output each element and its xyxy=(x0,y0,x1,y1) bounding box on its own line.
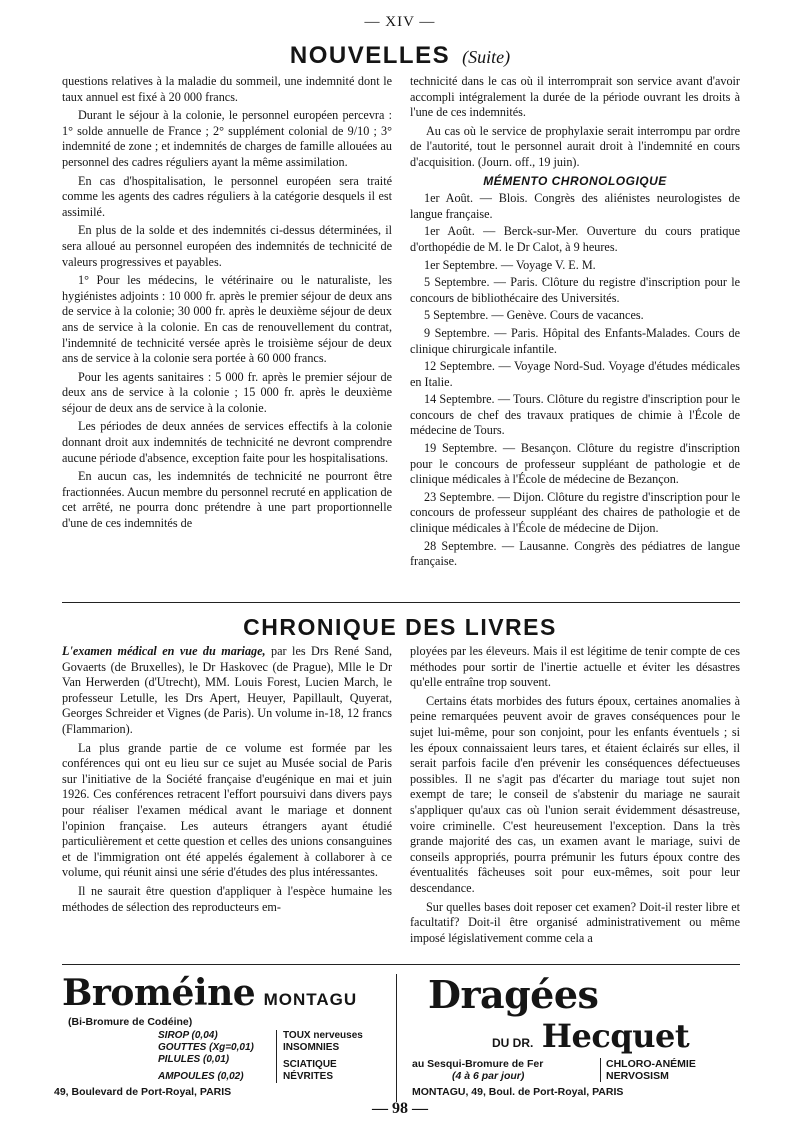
book-title: L'examen médical en vue du mariage, xyxy=(62,644,266,658)
ad-form: PILULES (0,01) xyxy=(158,1054,230,1065)
paragraph: En plus de la solde et des indemnités ci-dessus déterminées, il sera alloué au personnel européen des indemnités de technicité de valeurs progressives et payables. xyxy=(62,223,392,269)
paragraph: Au cas où le service de prophylaxie serait interrompu par ordre de l'autorité, tout le personnel aurait droit à l'indemnité en cours d'acquisition. (Journ. off., 19 juin). xyxy=(410,123,740,169)
page-roman-numeral: — XIV — xyxy=(364,14,436,30)
ad-indication: INSOMNIES xyxy=(283,1042,340,1053)
ads-divider xyxy=(62,964,740,965)
paragraph: questions relatives à la maladie du sommeil, une indemnité dont le taux annuel est fixé à 20 000 francs. xyxy=(62,74,392,104)
memento-item: 9 Septembre. — Paris. Hôpital des Enfants-Malades. Cours de clinique chirurgicale infantile. xyxy=(410,325,740,356)
ad-dragees-hecquet xyxy=(402,968,740,1108)
nouvelles-right-column xyxy=(410,74,740,572)
book-entry xyxy=(62,644,392,738)
ad-indication: NERVOSISM xyxy=(606,1070,669,1082)
ad-address: MONTAGU, 49, Boul. de Port-Royal, PARIS xyxy=(412,1086,624,1098)
section-suffix: (Suite) xyxy=(462,47,511,67)
ad-indication: NÉVRITES xyxy=(283,1071,334,1082)
memento-item: 23 Septembre. — Dijon. Clôture du registre d'inscription pour le concours de professeur suppléant des chaires de pathologie et de clinique médicales à l'École de médecine de Dijon. xyxy=(410,489,740,536)
memento-item: 12 Septembre. — Voyage Nord-Sud. Voyage d'études médicales en Italie. xyxy=(410,359,740,389)
book-authors: par les Drs René Sand, Govaerts (de Bruxelles), le Dr Haskovec (de Prague), Mlle le Dr Van Herwerden (d'Utrecht), MM. Louis Forest, Lucien March, le professeur Letulle, les Drs Apert, Heuyer, Papillault, Quyerat, Georges Schreider et Vignes (de Paris). Un volume in-18, 12 francs (Flammarion). xyxy=(62,644,393,736)
memento-item: 1er Août. — Berck-sur-Mer. Ouverture du cours pratique d'orthopédie de M. le Dr Calot, à 9 heures. xyxy=(410,224,740,254)
nouvelles-left-column xyxy=(62,74,392,535)
section-title: NOUVELLES xyxy=(289,42,451,69)
paragraph: 1° Pour les médecins, le vétérinaire ou le naturaliste, les hygiénistes adjoints : 10 000 fr. après le premier séjour de deux ans de service à la colonie; 30 000 fr. après le deuxième séjour de deux ans de service à la colonie. En cas de renouvellement du contrat, l'indemnité de technicité versée après le troisième séjour de deux ans de service à la colonie sera portée à 60 000 francs. xyxy=(62,273,392,366)
ad-indication: TOUX nerveuses xyxy=(283,1030,363,1041)
advertisements xyxy=(54,968,740,1108)
paragraph: Sur quelles bases doit reposer cet examen? Doit-il rester libre et facultatif? Doit-il être organisé administrativement ou même imposé législativement comme cela a xyxy=(410,899,740,945)
ad-indications xyxy=(276,1030,391,1083)
memento-item: 5 Septembre. — Genève. Cours de vacances. xyxy=(424,308,644,323)
ad-bromeine xyxy=(54,968,390,1108)
paragraph: Durant le séjour à la colonie, le personnel européen percevra : 1° solde annuelle de France ; 2° supplément colonial de 9/10 ; 3° indemnité de zone ; et indemnités de charges de famille allouées au personnel des cadres réguliers ayant la même assimilation. xyxy=(62,108,392,169)
ads-vertical-divider xyxy=(396,974,397,1102)
ad-form: SIROP (0,04) xyxy=(158,1030,218,1041)
ad-brand: Dragées xyxy=(428,972,599,1017)
ad-indication: CHLORO-ANÉMIE xyxy=(606,1058,696,1070)
memento-item: 5 Septembre. — Paris. Clôture du registre d'inscription pour le concours de bibliothécaire des Universités. xyxy=(410,275,740,305)
ad-brand: Broméine xyxy=(62,972,256,1014)
memento-item: 28 Septembre. — Lausanne. Congrès des pédiatres de langue française. xyxy=(410,538,740,569)
paragraph: Il ne saurait être question d'appliquer à l'espèce humaine les méthodes de sélection des reproducteurs em- xyxy=(62,883,392,914)
paragraph: La plus grande partie de ce volume est formée par les conférences qui ont eu lieu sur ce sujet au Musée social de Paris sur l'initiative de la Société française d'eugénique en mai et juin 1926. Ces conférences retracent l'effort poursuivi dans divers pays pour réaliser l'examen médical avant le mariage et donnent l'opinion française. Les auteurs étrangers ayant étudié particulièrement et cette question et celles des unions consanguines et de l'immigration ont été appelés également à collaborer à ce volume, qui réunit ainsi une série d'études des plus intéressantes. xyxy=(62,740,392,880)
section-heading xyxy=(0,42,800,70)
paragraph: ployées par les éleveurs. Mais il est légitime de tenir compte de ces méthodes pour sortir de l'inertie actuelle et éviter les désastres qu'elle entraîne trop souvent. xyxy=(410,644,740,690)
page-number: — 98 — xyxy=(372,1100,428,1117)
ad-form: GOUTTES (Xg=0,01) xyxy=(158,1042,254,1053)
ad-forms xyxy=(158,1030,268,1083)
ad-subtitle: (Bi-Bromure de Codéine) xyxy=(68,1016,193,1028)
memento-item: 19 Septembre. — Besançon. Clôture du registre d'inscription pour le concours de professeur suppléant de pathologie et de clinique médicales à l'École de médecine de Bezançon. xyxy=(410,441,740,487)
paragraph: En aucun cas, les indemnités de technicité ne pourront être fractionnées. Aucun membre du personnel recruté en application de cet arrêté, ne pourra donc prétendre à une part proportionnelle d'une de ces indemnités de xyxy=(62,469,392,531)
ad-formula-block xyxy=(412,1058,543,1082)
paragraph: Certains états morbides des futurs époux, certaines anomalies à peine remarquées peuvent avoir de graves conséquences pour le sujet lui-même, pour son conjoint, pour les enfants éventuels ; si les époux connaissaient leurs tares, et étaient éclairés sur elles, il serait parfois facile d'en prévenir les conséquences défectueuses possibles. Il ne s'agit pas d'écarter du mariage tout sujet non exempt de tare; le conseil de s'abstenir du mariage ne saurait s'appliquer qu'aux cas où l'union serait évidemment désastreuse, voire criminelle. C'est heureusement l'exception. Dans la très grande majorité des cas, un examen avant le mariage, suivi de conseils appropriés, pourra prémunir les futurs époux contre des éventualités fâcheuses soit pour eux-mêmes, soit pour leur descendance. xyxy=(410,693,740,895)
chronique-left-column xyxy=(62,644,392,918)
ad-indication: SCIATIQUE xyxy=(283,1059,337,1070)
ad-maker: MONTAGU xyxy=(263,990,358,1009)
ad-formula: au Sesqui-Bromure de Fer xyxy=(412,1058,544,1070)
memento-item: 1er Septembre. — Voyage V. E. M. xyxy=(424,257,596,272)
ad-form: AMPOULES (0,02) xyxy=(158,1071,244,1082)
paragraph: En cas d'hospitalisation, le personnel européen sera traité comme les agents des cadres réguliers à la catégorie desquels il est assimilé. xyxy=(62,173,392,219)
memento-item: 1er Août. — Blois. Congrès des aliénistes neurologistes de langue française. xyxy=(410,191,740,221)
chronique-title: CHRONIQUE DES LIVRES xyxy=(243,614,557,640)
chronique-right-column xyxy=(410,644,740,949)
paragraph: Pour les agents sanitaires : 5 000 fr. après le premier séjour de deux ans de service à la colonie ; 15 000 fr. après le deuxième séjour de deux ans de service à la colonie. xyxy=(62,369,392,415)
ad-du-dr: DU DR. xyxy=(492,1036,534,1050)
paragraph: Les périodes de deux années de services effectifs à la colonie donnant droit aux indemnités de technicité ne devront comprendre aucune période d'absence, exception faite pour les hospitalisations. xyxy=(62,419,392,465)
ad-address: 49, Boulevard de Port-Royal, PARIS xyxy=(54,1086,232,1098)
ad-indications xyxy=(600,1058,696,1082)
section-divider xyxy=(62,602,740,603)
ad-dosage: (4 à 6 par jour) xyxy=(452,1070,525,1082)
memento-list xyxy=(410,191,740,570)
memento-heading: MÉMENTO CHRONOLOGIQUE xyxy=(483,173,667,188)
memento-item: 14 Septembre. — Tours. Clôture du registre d'inscription pour le concours de chef des travaux pratiques de chimie à l'École de médecine de Tours. xyxy=(410,392,740,438)
paragraph: technicité dans le cas où il interromprait son service avant d'avoir accompli intégralement la durée de la période ouvrant les droits à l'une de ces indemnités. xyxy=(410,74,740,120)
ad-doctor-name: Hecquet xyxy=(541,1017,690,1055)
